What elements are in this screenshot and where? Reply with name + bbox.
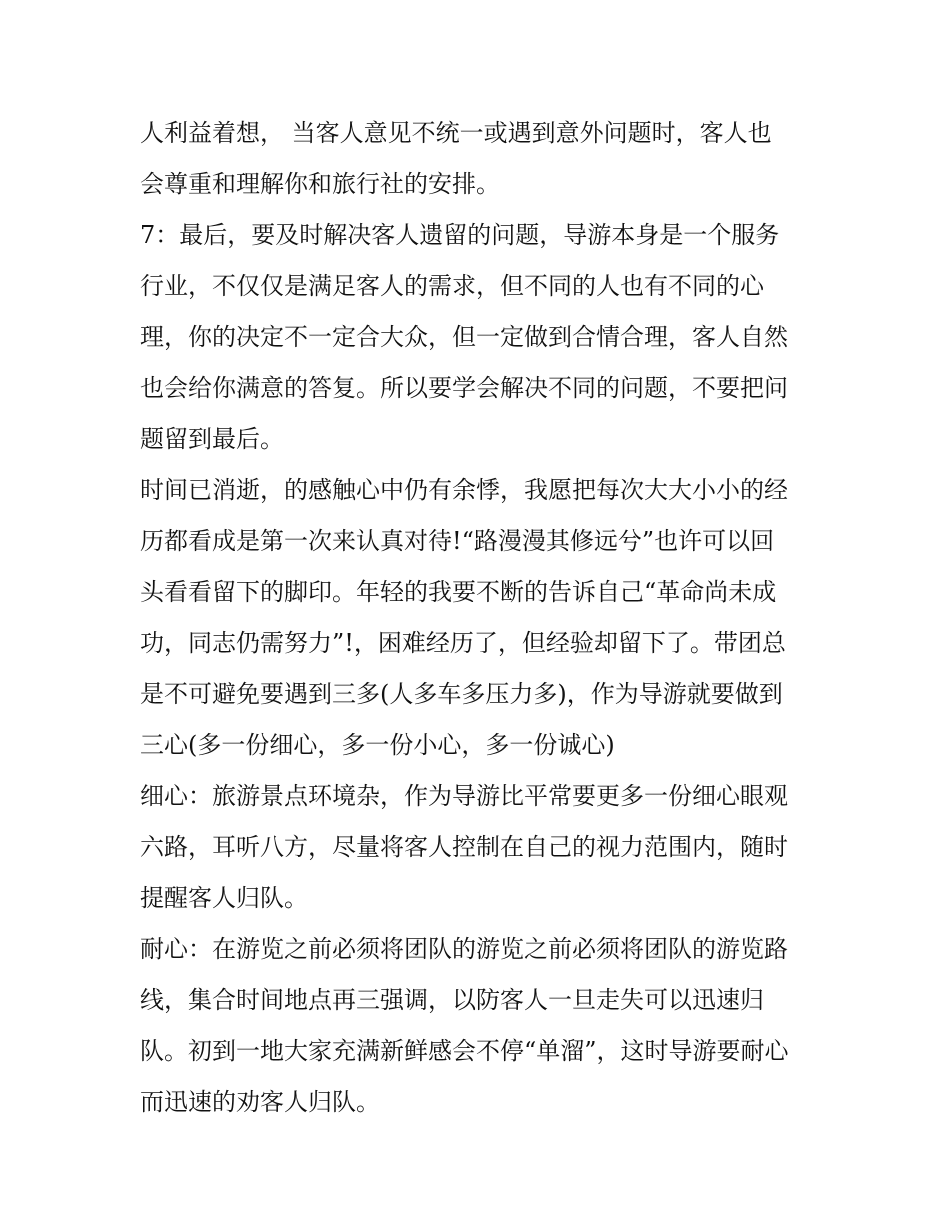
text-line: 线，集合时间地点再三强调，以防客人一旦走失可以迅速归	[140, 986, 764, 1014]
document-body	[140, 108, 820, 1128]
text-line: 而迅速的劝客人归队。	[140, 1088, 380, 1116]
text-line: 7：最后，要及时解决客人遗留的问题，导游本身是一个服务	[140, 221, 780, 249]
text-line: 历都看成是第一次来认真对待!“路漫漫其修远兮”也许可以回	[140, 527, 775, 555]
text-line: 头看看留下的脚印。年轻的我要不断的告诉自己“革命尚未成	[140, 578, 777, 606]
text-line: 理，你的决定不一定合大众，但一定做到合情合理，客人自然	[140, 323, 788, 351]
text-line: 细心：旅游景点环境杂，作为导游比平常要更多一份细心眼观	[140, 782, 788, 810]
text-line: 六路，耳听八方，尽量将客人控制在自己的视力范围内，随时	[140, 833, 788, 861]
text-line: 功，同志仍需努力”!，困难经历了，但经验却留下了。带团总	[140, 629, 786, 657]
text-line: 是不可避免要遇到三多(人多车多压力多)，作为导游就要做到	[140, 680, 783, 708]
text-line: 提醒客人归队。	[140, 884, 308, 912]
text-line: 也会给你满意的答复。所以要学会解决不同的问题，不要把问	[140, 374, 788, 402]
text-line: 时间已消逝，的感触心中仍有余悸，我愿把每次大大小小的经	[140, 476, 788, 504]
text-line: 队。初到一地大家充满新鲜感会不停“单溜”，这时导游要耐心	[140, 1037, 789, 1065]
text-line: 会尊重和理解你和旅行社的安排。	[140, 170, 500, 198]
text-line: 耐心：在游览之前必须将团队的游览之前必须将团队的游览路	[140, 935, 788, 963]
text-line: 三心(多一份细心，多一份小心，多一份诚心)	[140, 731, 615, 759]
text-line: 题留到最后。	[140, 425, 284, 453]
text-line: 行业，不仅仅是满足客人的需求，但不同的人也有不同的心	[140, 272, 764, 300]
text-line: 人利益着想， 当客人意见不统一或遇到意外问题时，客人也	[140, 119, 772, 147]
